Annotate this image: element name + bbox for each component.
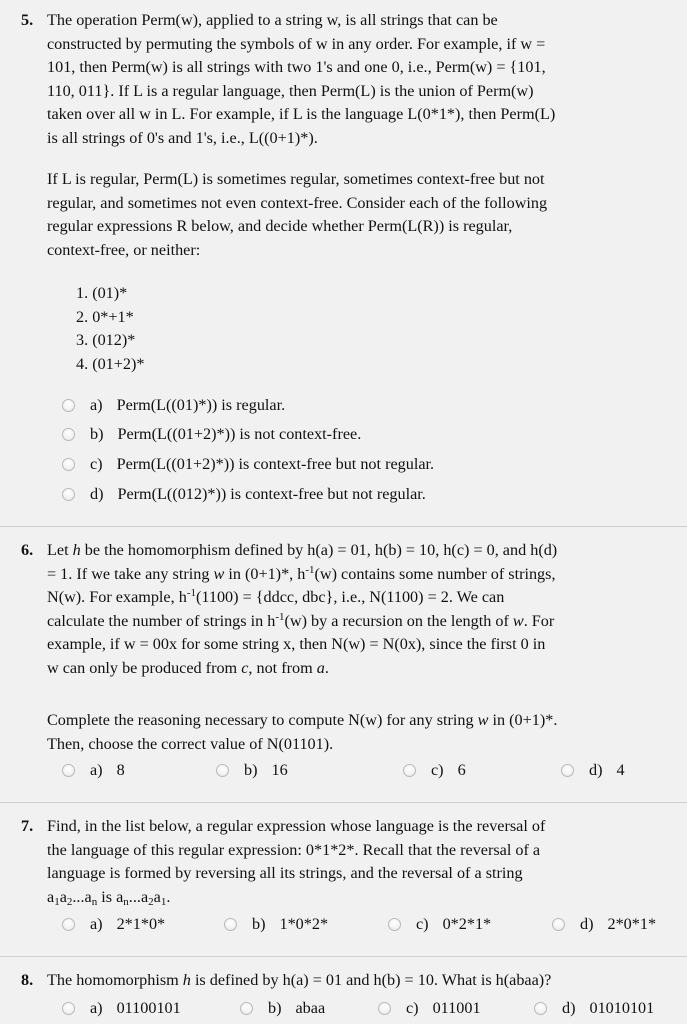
text-run: be the homomorphism defined by h(a) = 01, h(b) = 10, h(c) = 0, and h(d): [80, 541, 558, 559]
q5-option-b[interactable]: [62, 423, 361, 447]
math-var: a: [316, 658, 325, 677]
text-line: constructed by permuting the symbols of w in any order. For example, if w =: [47, 34, 546, 53]
radio-button[interactable]: [388, 918, 401, 931]
text-line: [47, 709, 667, 733]
text-line: context-free, or neither:: [47, 240, 201, 259]
q6-option-a[interactable]: [62, 759, 125, 783]
radio-button[interactable]: [378, 1002, 391, 1015]
radio-button[interactable]: [62, 1002, 75, 1015]
option-text: 2*1*0*: [116, 915, 166, 933]
option-text: Perm(L((01)*)) is regular.: [116, 396, 286, 414]
q8-option-a[interactable]: [62, 997, 181, 1021]
text-run: The homomorphism: [47, 971, 183, 989]
option-label: c): [416, 915, 429, 933]
option-label: b): [268, 999, 282, 1017]
text-line: 110, 011}. If L is a regular language, then Perm(L) is the union of Perm(w): [47, 81, 534, 100]
question-8-number: 8.: [21, 971, 34, 989]
option-label: b): [90, 425, 104, 443]
text-line: The operation Perm(w), applied to a string w, is all strings that can be: [47, 11, 498, 29]
radio-button[interactable]: [62, 399, 75, 412]
q8-option-b[interactable]: [240, 997, 325, 1021]
radio-button[interactable]: [224, 918, 237, 931]
option-text: 2*0*1*: [607, 915, 657, 933]
question-divider: [0, 802, 687, 803]
option-label: a): [90, 396, 103, 414]
question-divider: [0, 526, 687, 527]
option-label: a): [90, 915, 103, 933]
radio-button[interactable]: [62, 764, 75, 777]
q6-option-b[interactable]: [216, 759, 288, 783]
text-line: 101, then Perm(w) is all strings with two 1's and one 0, i.e., Perm(w) = {101,: [47, 58, 546, 76]
option-text: 16: [271, 761, 288, 779]
radio-button[interactable]: [534, 1002, 547, 1015]
subscript: n: [123, 895, 129, 908]
question-5-body: [47, 168, 667, 262]
q7-option-a[interactable]: [62, 913, 165, 937]
math-var: c: [241, 658, 249, 677]
text-line: taken over all w in L. For example, if L is the language L(0*1*), then Perm(L): [47, 105, 556, 123]
text-line: [47, 586, 667, 610]
option-label: c): [431, 761, 444, 779]
text-run: in (0+1)*, h: [224, 564, 306, 583]
option-label: b): [244, 761, 258, 779]
option-text: 4: [616, 761, 625, 779]
subscript: 2: [66, 895, 73, 908]
text-line: the language of this regular expression: 0*1*2*. Recall that the reversal of a: [47, 840, 541, 859]
text-line: is all strings of 0's and 1's, i.e., L((0+1)*).: [47, 128, 318, 147]
text-line: [47, 539, 667, 563]
list-item: 2. 0*+1*: [76, 307, 134, 326]
text-run: .: [324, 658, 329, 677]
text-line: [47, 657, 667, 681]
superscript: -1: [275, 610, 285, 623]
radio-button[interactable]: [552, 918, 565, 931]
radio-button[interactable]: [561, 764, 574, 777]
text-line: [47, 610, 667, 634]
option-text: 6: [457, 761, 466, 779]
superscript: -1: [305, 563, 315, 576]
text-run: N(w). For example, h: [47, 588, 187, 606]
subscript: 2: [148, 895, 154, 908]
text-run: is: [97, 887, 117, 906]
text-run: Let: [47, 541, 73, 559]
math-var: w: [477, 711, 489, 729]
subscript: 1: [160, 895, 167, 908]
radio-button[interactable]: [62, 918, 75, 931]
math-var: h: [72, 541, 81, 559]
text-run: a: [153, 887, 161, 906]
text-run: . For: [523, 611, 555, 630]
list-item: 4. (01+2)*: [76, 354, 145, 373]
option-label: c): [406, 999, 419, 1017]
option-text: 8: [116, 761, 125, 779]
radio-button[interactable]: [240, 1002, 253, 1015]
option-label: a): [90, 999, 103, 1017]
question-7-text: [47, 815, 667, 909]
text-run: (w) contains some number of strings,: [314, 564, 556, 583]
option-text: 01100101: [116, 999, 181, 1017]
text-line: regular, and sometimes not even context-free. Consider each of the following: [47, 193, 548, 212]
radio-button[interactable]: [62, 428, 75, 441]
q6-option-d[interactable]: [561, 759, 625, 783]
question-7-number: 7.: [21, 817, 34, 835]
q5-option-d[interactable]: [62, 483, 426, 507]
option-text: 1*0*2*: [279, 915, 329, 933]
option-text: 0*2*1*: [442, 915, 492, 933]
text-line: example, if w = 00x for some string x, then N(w) = N(0x), since the first 0 in: [47, 635, 546, 653]
radio-button[interactable]: [216, 764, 229, 777]
q6-option-c[interactable]: [403, 759, 466, 783]
text-run: a: [59, 887, 67, 906]
option-text: 01010101: [589, 999, 655, 1017]
text-run: a: [47, 887, 55, 906]
question-6-number: 6.: [21, 541, 34, 559]
option-label: a): [90, 761, 103, 779]
option-text: Perm(L((012)*)) is context-free but not regular.: [117, 485, 426, 503]
text-run: w can only be produced from: [47, 658, 242, 677]
question-6-text: [47, 539, 667, 680]
math-var: w: [512, 611, 524, 630]
q5-option-c[interactable]: [62, 453, 434, 477]
option-label: d): [589, 761, 603, 779]
radio-button[interactable]: [403, 764, 416, 777]
text-run: is defined by h(a) = 01 and h(b) = 10. What is h(abaa)?: [190, 971, 552, 989]
math-var: h: [182, 971, 191, 989]
text-run: a: [84, 887, 92, 906]
text-run: (1100) = {ddcc, dbc}, i.e., N(1100) = 2. We can: [195, 588, 505, 606]
option-text: 011001: [432, 999, 481, 1017]
text-line: [47, 563, 667, 587]
subscript: n: [91, 895, 98, 908]
option-label: c): [90, 455, 103, 473]
q7-option-c[interactable]: [388, 913, 491, 937]
text-run: ...: [72, 887, 85, 906]
text-run: Complete the reasoning necessary to compute N(w) for any string: [47, 711, 478, 729]
q5-option-a[interactable]: [62, 394, 285, 418]
text-run: ...: [128, 887, 141, 906]
text-line: language is formed by reversing all its strings, and the reversal of a string: [47, 864, 523, 882]
list-item: 1. (01)*: [76, 284, 128, 302]
text-run: in (0+1)*.: [488, 711, 558, 729]
q7-option-b[interactable]: [224, 913, 328, 937]
text-run: calculate the number of strings in h: [47, 611, 276, 630]
option-label: b): [252, 915, 266, 933]
text-line: regular expressions R below, and decide whether Perm(L(R)) is regular,: [47, 217, 513, 235]
option-label: d): [562, 999, 576, 1017]
text-line: [47, 886, 667, 910]
radio-button[interactable]: [62, 488, 75, 501]
text-line: Find, in the list below, a regular expression whose language is the reversal of: [47, 817, 546, 835]
radio-button[interactable]: [62, 458, 75, 471]
option-label: d): [90, 485, 104, 503]
text-line: If L is regular, Perm(L) is sometimes regular, sometimes context-free but not: [47, 170, 545, 188]
option-text: Perm(L((01+2)*)) is not context-free.: [117, 425, 362, 443]
list-item: 3. (012)*: [76, 331, 136, 349]
question-5-number: 5.: [21, 11, 34, 29]
text-line: Then, choose the correct value of N(01101).: [47, 734, 334, 753]
question-5-intro: [47, 9, 667, 150]
text-line: [47, 969, 667, 993]
option-label: d): [580, 915, 594, 933]
q8-option-d[interactable]: [534, 997, 654, 1021]
q7-option-d[interactable]: [552, 913, 656, 937]
text-run: .: [166, 887, 171, 906]
option-text: Perm(L((01+2)*)) is context-free but not regular.: [116, 455, 435, 473]
option-text: abaa: [295, 999, 326, 1017]
subscript: 1: [54, 895, 60, 908]
question-8-text: [47, 969, 667, 993]
superscript: -1: [186, 587, 196, 599]
question-6-prompt: [47, 709, 667, 756]
text-run: (w) by a recursion on the length of: [284, 611, 513, 630]
text-run: , not from: [248, 658, 317, 677]
text-run: a: [140, 887, 149, 906]
regex-list: [76, 282, 144, 376]
question-divider: [0, 956, 687, 957]
text-run: = 1. If we take any string: [47, 564, 214, 583]
math-var: w: [213, 564, 225, 583]
text-run: a: [116, 887, 124, 906]
q8-option-c[interactable]: [378, 997, 481, 1021]
